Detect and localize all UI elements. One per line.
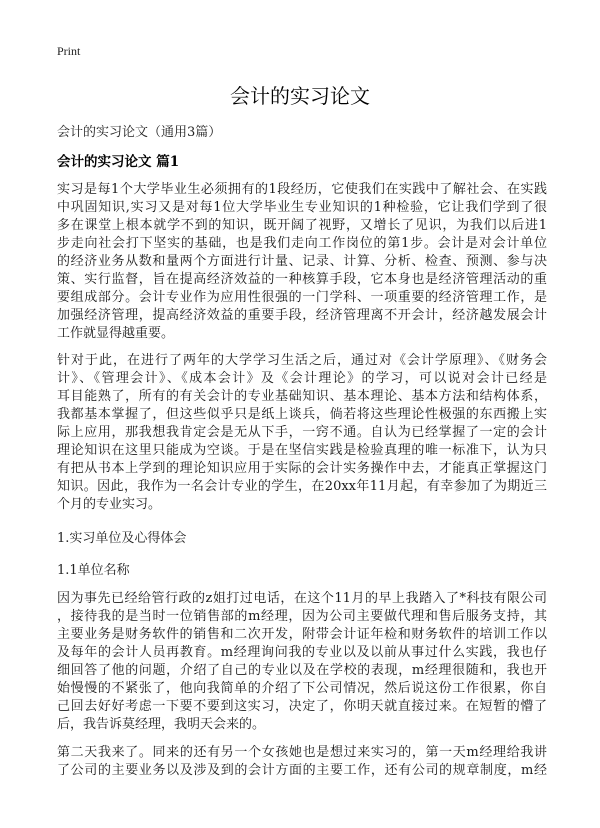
page-title: 会计的实习论文	[230, 84, 370, 108]
paragraph-1	[57, 181, 547, 343]
heading-internship-unit: 1.实习单位及心得体会	[57, 531, 187, 546]
paragraph-line: 针对于此，在进行了两年的大学学习生活之后，通过对《会计学原理》、《财务会	[57, 353, 547, 368]
paragraph-line: 有把从书本上学到的理论知识应用于实际的会计实务操作中去，才能真正掌握这门	[57, 461, 547, 476]
paragraph-line: 的经济业务从数和量两个方面进行计量、记录、计算、分析、检查、预测、参与决	[57, 254, 547, 269]
paragraph-line: 个月的专业实习。	[57, 497, 162, 512]
paragraph-line: 及每年的会计人员再教育。m经理询问我的专业以及以前从事过什么实践，我也仔	[57, 645, 547, 660]
print-label: Print	[57, 44, 81, 58]
paragraph-line: 中巩固知识,实习又是对每1位大学毕业生专业知识的1种检验，它让我们学到了很	[57, 200, 547, 215]
paragraph-line: 了公司的主要业务以及涉及到的会计方面的主要工作，还有公司的规章制度，m经	[57, 763, 547, 778]
paragraph-4	[57, 744, 547, 780]
paragraph-line: 策、实行监督，旨在提高经济效益的一种核算手段，它本身也是经济管理活动的重	[57, 272, 547, 287]
heading-unit-name: 1.1单位名称	[57, 563, 130, 578]
section-heading: 会计的实习论文 篇1	[57, 154, 180, 170]
paragraph-line: 要组成部分。会计专业作为应用性很强的一门学科、一项重要的经济管理工作，是	[57, 290, 547, 305]
paragraph-2	[57, 352, 547, 514]
paragraph-line: 多在课堂上根本就学不到的知识，既开阔了视野，又增长了见识，为我们以后进1	[57, 218, 547, 233]
paragraph-3	[57, 590, 547, 734]
paragraph-line: 步走向社会打下坚实的基础，也是我们走向工作岗位的第1步。会计是对会计单位	[57, 236, 547, 251]
paragraph-line: 耳目能熟了，所有的有关会计的专业基础知识、基本理论、基本方法和结构体系，	[57, 389, 547, 404]
paragraph-line: 际上应用，那我想我肯定会是无从下手，一窍不通。自认为已经掌握了一定的会计	[57, 425, 547, 440]
paragraph-line: 己回去好好考虑一下要不要到这实习，决定了，你明天就直接过来。在短暂的懵了	[57, 699, 547, 714]
paragraph-line: 计》、《管理会计》、《成本会计》及《会计理论》的学习，可以说对会计已经是	[57, 371, 547, 386]
document-subtitle: 会计的实习论文（通用3篇）	[57, 125, 222, 140]
paragraph-line: 加强经济管理，提高经济效益的重要手段，经济管理离不开会计，经济越发展会计	[57, 308, 547, 323]
paragraph-line: 知识。因此，我作为一名会计专业的学生，在20xx年11月起，有幸参加了为期近三	[57, 479, 547, 494]
paragraph-line: 始慢慢的不紧张了，他向我简单的介绍了下公司情况，然后说这份工作很累，你自	[57, 681, 547, 696]
paragraph-line: 工作就显得越重要。	[57, 326, 175, 341]
paragraph-line: 我都基本掌握了，但这些似乎只是纸上谈兵，倘若将这些理论性极强的东西搬上实	[57, 407, 547, 422]
paragraph-line: 实习是每1个大学毕业生必须拥有的1段经历，它使我们在实践中了解社会、在实践	[57, 182, 547, 197]
paragraph-line: 理论知识在这里只能成为空谈。于是在坚信实践是检验真理的唯一标准下，认为只	[57, 443, 547, 458]
paragraph-line: 后，我告诉莫经理，我明天会来的。	[57, 717, 266, 732]
paragraph-line: 细回答了他的问题，介绍了自己的专业以及在学校的表现，m经理很随和，我也开	[57, 663, 547, 678]
paragraph-line: 因为事先已经给管行政的z姐打过电话，在这个11月的早上我踏入了*科技有限公司	[57, 591, 547, 606]
paragraph-line: 第二天我来了。同来的还有另一个女孩她也是想过来实习的，第一天m经理给我讲	[57, 745, 547, 760]
paragraph-line: 主要业务是财务软件的销售和二次开发，附带会计证年检和财务软件的培训工作以	[57, 627, 547, 642]
paragraph-line: ，接待我的是当时一位销售部的m经理，因为公司主要做代理和售后服务支持，其	[57, 609, 547, 624]
